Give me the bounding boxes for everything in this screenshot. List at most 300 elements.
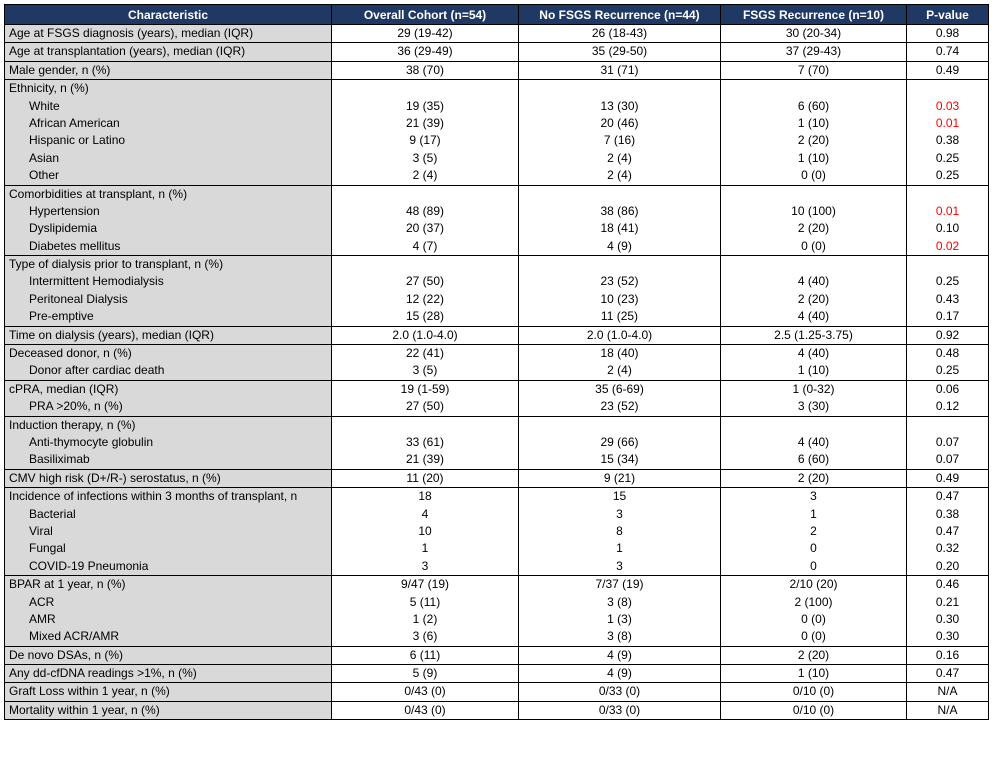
p-value: 0.38 (935, 506, 960, 521)
cell-value: 2 (810, 523, 817, 538)
overall-cohort-cell (332, 488, 519, 576)
overall-cohort-cell (332, 469, 519, 487)
overall-cohort-cell (332, 43, 519, 61)
cell-value: 3 (6) (412, 629, 438, 644)
cell-value: 2 (20) (797, 291, 830, 306)
cell-value: 3 (421, 558, 429, 573)
recurrence-cell (721, 61, 907, 79)
cell-value: 0 (0) (801, 611, 826, 626)
cell-value: 21 (39) (405, 452, 445, 467)
cell-value: 18 (418, 489, 432, 504)
characteristic-cell (5, 185, 332, 256)
p-value: 0.01 (935, 115, 960, 130)
p-value-cell (907, 61, 989, 79)
p-value: 0.25 (935, 274, 960, 289)
cell-value: 15 (612, 489, 627, 504)
cell-value: 3 (30) (797, 399, 830, 414)
table-row-group (5, 43, 989, 61)
cell-value: 27 (50) (405, 399, 445, 414)
p-value: 0.47 (935, 666, 960, 681)
row-label: Mortality within 1 year, n (%) (9, 702, 160, 717)
row-label: De novo DSAs, n (%) (9, 647, 124, 662)
p-value: 0.25 (935, 168, 960, 183)
p-value: 0.47 (935, 523, 960, 538)
p-value (907, 256, 988, 273)
row-label: Mixed ACR/AMR (29, 629, 120, 644)
table-row-group (5, 185, 989, 256)
table-row-group (5, 256, 989, 327)
cell-value: 15 (34) (600, 452, 639, 467)
characteristic-cell (5, 576, 332, 647)
characteristic-cell (5, 256, 332, 327)
cell-value: 3 (5) (412, 150, 438, 165)
row-label: Peritoneal Dialysis (29, 291, 128, 306)
table-header-row (5, 5, 989, 25)
recurrence-cell (721, 701, 907, 719)
no-recurrence-cell (519, 345, 721, 381)
row-label: Induction therapy, n (%) (9, 417, 136, 432)
cell-value: 6 (60) (797, 98, 830, 113)
p-value (907, 417, 988, 434)
header-no-recurrence: No FSGS Recurrence (n=44) (519, 5, 721, 25)
row-label: cPRA, median (IQR) (9, 381, 119, 396)
cell-value: 0/10 (0) (792, 684, 835, 699)
p-value: 0.12 (935, 399, 960, 414)
cell-value: 4 (40) (797, 434, 830, 449)
overall-cohort-cell (332, 185, 519, 256)
overall-cohort-cell (332, 380, 519, 416)
overall-cohort-cell (332, 80, 519, 185)
row-label: Age at FSGS diagnosis (years), median (IQR) (9, 26, 254, 40)
cell-value: 31 (71) (600, 62, 639, 77)
row-label: African American (29, 115, 120, 130)
characteristic-cell (5, 665, 332, 683)
cell-value: 38 (86) (600, 203, 639, 218)
recurrence-cell (721, 576, 907, 647)
p-value: 0.21 (935, 594, 960, 609)
row-label: Hypertension (29, 203, 100, 218)
cell-value: 1 (10) (797, 666, 830, 681)
row-label: Bacterial (29, 506, 76, 521)
characteristic-cell (5, 380, 332, 416)
cell-value: 9/47 (19) (400, 577, 450, 592)
cell-value: 11 (25) (600, 309, 639, 324)
cell-value: 6 (11) (409, 647, 441, 662)
cell-value: 2/10 (20) (789, 577, 838, 592)
cell-value: 3 (8) (607, 629, 632, 644)
row-label: AMR (29, 611, 56, 626)
row-label: Dyslipidemia (29, 221, 98, 236)
p-value-cell (907, 43, 989, 61)
no-recurrence-cell (519, 683, 721, 701)
table-row-group (5, 576, 989, 647)
cell-value: 2 (4) (607, 150, 632, 165)
cell-value: 5 (11) (409, 594, 441, 609)
cell-value: 3 (616, 558, 623, 573)
overall-cohort-cell (332, 345, 519, 381)
p-value: 0.02 (935, 238, 960, 253)
cell-value: 0/43 (0) (404, 702, 446, 717)
p-value-cell (907, 416, 989, 469)
cell-value: 30 (20-34) (785, 26, 842, 40)
p-value-cell (907, 25, 989, 43)
characteristic-cell (5, 326, 332, 344)
characteristic-cell (5, 488, 332, 576)
cell-value (721, 256, 906, 273)
p-value: 0.20 (935, 558, 960, 573)
p-value: 0.01 (935, 203, 960, 218)
row-label: Deceased donor, n (%) (9, 346, 132, 361)
header-recurrence: FSGS Recurrence (n=10) (721, 5, 907, 25)
p-value (907, 186, 988, 203)
cell-value: 0 (810, 558, 817, 573)
cell-value: 26 (18-43) (591, 26, 648, 40)
recurrence-cell (721, 256, 907, 327)
p-value: 0.03 (935, 98, 960, 113)
header-p-value: P-value (907, 5, 989, 25)
cell-value: 2 (4) (412, 168, 438, 183)
p-value-cell (907, 380, 989, 416)
cell-value: 2.0 (1.0-4.0) (586, 327, 653, 342)
cell-value: 37 (29-43) (785, 44, 842, 59)
cell-value: 4 (9) (607, 666, 632, 681)
characteristic-cell (5, 646, 332, 664)
table-row-group (5, 326, 989, 344)
characteristic-cell (5, 416, 332, 469)
header-characteristic: Characteristic (5, 5, 332, 25)
row-label: COVID-19 Pneumonia (29, 558, 149, 573)
recurrence-cell (721, 345, 907, 381)
p-value (907, 80, 988, 97)
row-label: BPAR at 1 year, n (%) (9, 577, 126, 592)
cell-value: 23 (52) (600, 274, 639, 289)
cell-value: 7 (70) (797, 62, 830, 77)
table-row-group (5, 61, 989, 79)
cell-value (519, 186, 720, 203)
cell-value: 4 (9) (607, 238, 632, 253)
recurrence-cell (721, 488, 907, 576)
row-label: Asian (29, 150, 60, 165)
characteristic-cell (5, 61, 332, 79)
cell-value: 2 (20) (797, 470, 830, 485)
recurrence-cell (721, 469, 907, 487)
cell-value: 21 (39) (405, 115, 445, 130)
row-label: Anti-thymocyte globulin (29, 434, 154, 449)
overall-cohort-cell (332, 646, 519, 664)
cell-value: 13 (30) (600, 98, 639, 113)
cell-value: 48 (89) (405, 203, 445, 218)
row-label: Age at transplantation (years), median (IQR) (9, 44, 246, 59)
cell-value: 1 (10) (797, 363, 830, 378)
p-value: 0.49 (935, 470, 960, 485)
cell-value: 0/33 (0) (598, 702, 641, 717)
recurrence-cell (721, 380, 907, 416)
characteristic-cell (5, 469, 332, 487)
cell-value (332, 417, 518, 434)
cell-value: 4 (40) (797, 309, 830, 324)
cell-value: 12 (22) (405, 291, 445, 306)
row-label: Male gender, n (%) (9, 62, 111, 77)
cell-value: 3 (616, 506, 623, 521)
p-value-cell (907, 683, 989, 701)
p-value: N/A (937, 684, 958, 699)
p-value-cell (907, 345, 989, 381)
p-value: 0.17 (935, 309, 960, 324)
row-label: Other (29, 168, 60, 183)
p-value-cell (907, 80, 989, 185)
table-row-group (5, 646, 989, 664)
cell-value: 1 (810, 506, 817, 521)
cell-value: 35 (29-50) (591, 44, 648, 59)
row-label: Basiliximab (29, 452, 90, 467)
cell-value: 2 (100) (794, 594, 833, 609)
p-value: 0.49 (935, 62, 960, 77)
row-label: CMV high risk (D+/R-) serostatus, n (%) (9, 470, 221, 485)
recurrence-cell (721, 25, 907, 43)
cell-value: 19 (35) (405, 98, 445, 113)
cell-value: 2.5 (1.25-3.75) (774, 327, 853, 342)
overall-cohort-cell (332, 326, 519, 344)
cell-value: 0 (810, 541, 817, 556)
cell-value (721, 417, 906, 434)
p-value: 0.38 (935, 133, 960, 148)
p-value-cell (907, 701, 989, 719)
characteristic-cell (5, 345, 332, 381)
p-value: 0.07 (935, 434, 960, 449)
cell-value: 0/33 (0) (598, 684, 641, 699)
cell-value: 10 (23) (600, 291, 639, 306)
cell-value: 1 (10) (797, 150, 830, 165)
characteristic-cell (5, 80, 332, 185)
table-body (5, 25, 989, 720)
recurrence-cell (721, 43, 907, 61)
row-label: PRA >20%, n (%) (29, 399, 123, 414)
cell-value: 36 (29-49) (397, 44, 453, 59)
cell-value: 18 (41) (600, 221, 639, 236)
p-value: 0.30 (935, 611, 960, 626)
cell-value (332, 186, 518, 203)
cell-value: 1 (10) (797, 115, 830, 130)
cell-value: 4 (9) (607, 647, 632, 662)
cell-value: 2 (20) (797, 647, 830, 662)
cell-value (519, 417, 720, 434)
cell-value (332, 80, 518, 97)
characteristic-cell (5, 683, 332, 701)
p-value: 0.92 (935, 327, 960, 342)
cell-value: 0 (0) (801, 168, 826, 183)
cell-value: 19 (1-59) (400, 381, 450, 396)
overall-cohort-cell (332, 576, 519, 647)
cell-value: 11 (20) (406, 470, 444, 485)
recurrence-cell (721, 683, 907, 701)
table-row-group (5, 683, 989, 701)
cell-value: 0 (0) (801, 629, 826, 644)
cell-value: 29 (66) (600, 434, 639, 449)
cell-value: 7 (16) (603, 133, 636, 148)
p-value-cell (907, 665, 989, 683)
table-row-group (5, 80, 989, 185)
p-value: 0.32 (935, 541, 960, 556)
cell-value: 6 (60) (797, 452, 830, 467)
cell-value: 38 (70) (405, 62, 445, 77)
p-value-cell (907, 576, 989, 647)
row-label: Any dd-cfDNA readings >1%, n (%) (9, 666, 197, 681)
table-row-group (5, 416, 989, 469)
no-recurrence-cell (519, 469, 721, 487)
cell-value: 2 (4) (607, 363, 632, 378)
p-value-cell (907, 256, 989, 327)
table-row-group (5, 380, 989, 416)
no-recurrence-cell (519, 256, 721, 327)
p-value: 0.16 (935, 647, 960, 662)
cell-value: 1 (421, 541, 429, 556)
row-label: Graft Loss within 1 year, n (%) (9, 684, 170, 699)
no-recurrence-cell (519, 326, 721, 344)
table-row-group (5, 488, 989, 576)
overall-cohort-cell (332, 256, 519, 327)
characteristic-cell (5, 25, 332, 43)
cell-value: 2 (4) (607, 168, 632, 183)
p-value: 0.98 (935, 26, 960, 40)
p-value: 0.74 (935, 44, 960, 59)
cell-value: 4 (40) (797, 274, 830, 289)
cell-value: 4 (40) (797, 346, 830, 361)
p-value: 0.10 (935, 221, 960, 236)
cell-value: 1 (616, 541, 623, 556)
recurrence-cell (721, 185, 907, 256)
no-recurrence-cell (519, 185, 721, 256)
cell-value: 5 (9) (412, 666, 438, 681)
header-overall-cohort: Overall Cohort (n=54) (332, 5, 519, 25)
recurrence-cell (721, 665, 907, 683)
cell-value (519, 256, 720, 273)
p-value: 0.30 (935, 629, 960, 644)
no-recurrence-cell (519, 488, 721, 576)
cell-value: 9 (21) (603, 470, 636, 485)
row-label: Pre-emptive (29, 309, 94, 324)
no-recurrence-cell (519, 25, 721, 43)
cell-value (332, 256, 518, 273)
overall-cohort-cell (332, 25, 519, 43)
no-recurrence-cell (519, 665, 721, 683)
p-value: 0.25 (935, 150, 960, 165)
cell-value: 9 (17) (409, 133, 441, 148)
row-label: Hispanic or Latino (29, 133, 126, 148)
row-label: Ethnicity, n (%) (9, 81, 89, 96)
p-value: 0.06 (935, 381, 960, 396)
cell-value (721, 186, 906, 203)
row-label: Diabetes mellitus (29, 238, 121, 253)
p-value: 0.43 (935, 291, 960, 306)
p-value-cell (907, 469, 989, 487)
cell-value: 27 (50) (405, 274, 445, 289)
overall-cohort-cell (332, 665, 519, 683)
cell-value: 10 (418, 523, 432, 538)
recurrence-cell (721, 646, 907, 664)
row-label: Time on dialysis (years), median (IQR) (9, 327, 214, 342)
row-label: Viral (29, 523, 53, 538)
p-value: 0.48 (935, 346, 960, 361)
cell-value: 15 (28) (405, 309, 445, 324)
row-label: Incidence of infections within 3 months of transplant, n (9, 489, 298, 504)
recurrence-cell (721, 80, 907, 185)
cell-value: 0 (0) (801, 238, 826, 253)
row-label: ACR (29, 594, 55, 609)
row-label: Intermittent Hemodialysis (29, 274, 164, 289)
overall-cohort-cell (332, 61, 519, 79)
table-row-group (5, 701, 989, 719)
cell-value: 3 (810, 489, 817, 504)
cell-value: 2.0 (1.0-4.0) (392, 327, 458, 342)
cell-value (721, 80, 906, 97)
table-row-group (5, 345, 989, 381)
cell-value: 29 (19-42) (397, 26, 453, 40)
cell-value: 2 (20) (797, 133, 830, 148)
row-label: Type of dialysis prior to transplant, n (%) (9, 257, 224, 272)
p-value-cell (907, 185, 989, 256)
p-value: N/A (937, 702, 958, 717)
recurrence-cell (721, 416, 907, 469)
p-value: 0.47 (935, 489, 960, 504)
row-label: Fungal (29, 541, 66, 556)
p-value-cell (907, 326, 989, 344)
cell-value: 33 (61) (405, 434, 445, 449)
characteristic-cell (5, 701, 332, 719)
no-recurrence-cell (519, 61, 721, 79)
row-label: Donor after cardiac death (29, 363, 165, 378)
cell-value: 4 (421, 506, 429, 521)
overall-cohort-cell (332, 683, 519, 701)
cell-value: 0/43 (0) (404, 684, 446, 699)
p-value-cell (907, 646, 989, 664)
p-value: 0.46 (935, 577, 960, 592)
cell-value: 35 (6-69) (595, 381, 644, 396)
cell-value: 2 (20) (797, 221, 830, 236)
cell-value: 3 (8) (607, 594, 632, 609)
cell-value: 10 (100) (791, 203, 836, 218)
cell-value: 23 (52) (600, 399, 639, 414)
no-recurrence-cell (519, 701, 721, 719)
cell-value: 1 (3) (607, 611, 632, 626)
characteristic-cell (5, 43, 332, 61)
cell-value: 18 (40) (600, 346, 639, 361)
cell-value: 1 (0-32) (792, 381, 835, 396)
row-label: White (29, 98, 60, 113)
table-row-group (5, 469, 989, 487)
no-recurrence-cell (519, 576, 721, 647)
recurrence-cell (721, 326, 907, 344)
cell-value: 20 (46) (600, 115, 639, 130)
cell-value: 1 (2) (412, 611, 438, 626)
overall-cohort-cell (332, 416, 519, 469)
no-recurrence-cell (519, 80, 721, 185)
characteristics-table (4, 4, 989, 720)
cell-value (519, 80, 720, 97)
no-recurrence-cell (519, 646, 721, 664)
no-recurrence-cell (519, 380, 721, 416)
cell-value: 7/37 (19) (595, 577, 644, 592)
cell-value: 0/10 (0) (792, 702, 835, 717)
p-value: 0.07 (935, 452, 960, 467)
cell-value: 20 (37) (405, 221, 445, 236)
no-recurrence-cell (519, 416, 721, 469)
cell-value: 22 (41) (405, 346, 445, 361)
p-value-cell (907, 488, 989, 576)
row-label: Comorbidities at transplant, n (%) (9, 186, 188, 201)
cell-value: 8 (616, 523, 623, 538)
table-row-group (5, 25, 989, 43)
no-recurrence-cell (519, 43, 721, 61)
